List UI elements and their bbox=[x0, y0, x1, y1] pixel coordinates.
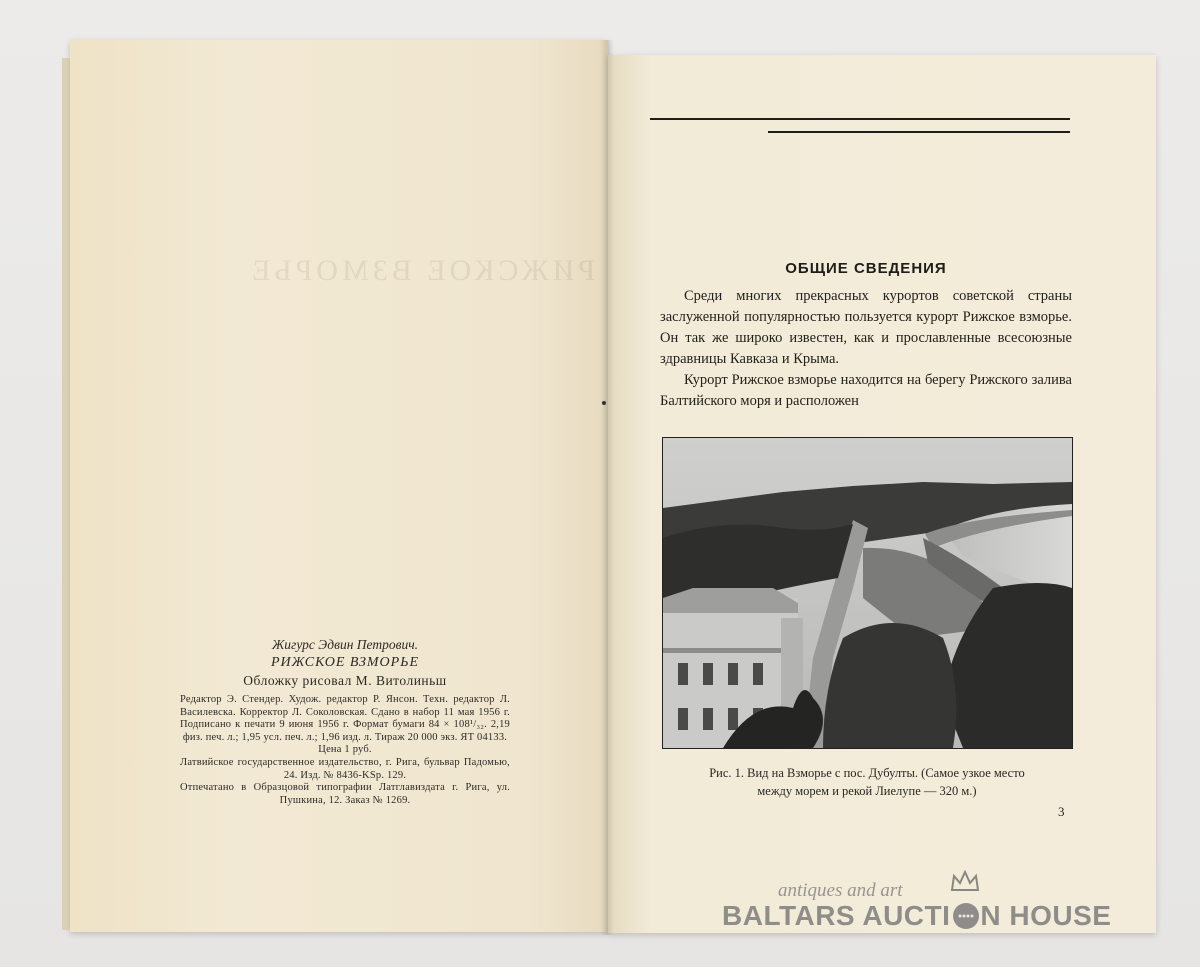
paragraph-1: Среди многих прекрасных курортов советской страны заслуженной популярностью пользуется курорт Рижское взморье. Он так же широко известен, как и прославленные всесоюзные здравницы Кавказа и Крыма. bbox=[660, 288, 1072, 367]
colophon-printer: Отпечатано в Образцовой типографии Латглавиздата г. Рига, ул. Пушкина, 12. Заказ № 1269. bbox=[180, 782, 510, 806]
section-heading: ОБЩИЕ СВЕДЕНИЯ bbox=[785, 260, 947, 277]
book-spine bbox=[600, 40, 614, 935]
colophon-credits: Редактор Э. Стендер. Худож. редактор Р. Янсон. Техн. редактор Л. Василевска. Корректор Л. Соколовская. Сдано в набор 11 мая 1956 г. Подписано к печати 9 июня 1956 г. Формат бумаги 84 × 108¹/₃₂. 2,19 физ. печ. л.; 1,95 усл. печ. л.; 1,96 изд. л. Тираж 20 000 экз. ЯТ 04133. bbox=[180, 694, 510, 743]
body-text bbox=[660, 286, 1072, 412]
colophon-title: РИЖСКОЕ ВЗМОРЬЕ bbox=[270, 655, 420, 670]
auction-watermark bbox=[722, 880, 1122, 940]
watermark-tagline: antiques and art bbox=[778, 880, 903, 901]
header-rule bbox=[650, 118, 1070, 120]
watermark-name-part1: BALTARS AUCTI bbox=[722, 900, 951, 931]
colophon-price: Цена 1 руб. bbox=[318, 744, 372, 756]
page-number: 3 bbox=[1058, 804, 1065, 819]
crown-icon bbox=[950, 870, 980, 892]
header-rule-secondary bbox=[768, 131, 1070, 133]
paragraph-2: Курорт Рижское взморье находится на берегу Рижского залива Балтийского моря и расположен bbox=[660, 372, 1072, 409]
colophon-cover-artist: Обложку рисовал М. Витолиньш bbox=[243, 673, 447, 688]
colophon-publisher: Латвийское государственное издательство, г. Рига, бульвар Падомью, 24. Изд. № 8436-KSp. 129. bbox=[180, 756, 510, 781]
staple-mark bbox=[602, 401, 606, 405]
figure-photo bbox=[662, 437, 1073, 749]
dotted-o-icon bbox=[951, 900, 981, 932]
watermark-name bbox=[722, 900, 1111, 932]
colophon-author: Жигурс Эдвин Петрович. bbox=[271, 637, 419, 652]
watermark-name-part2: N HOUSE bbox=[980, 900, 1112, 931]
show-through-title: РИЖСКОЕ ВЗМОРЬЕ bbox=[248, 254, 595, 287]
colophon bbox=[180, 636, 510, 807]
caption-line-1: Рис. 1. Вид на Взморье с пос. Дубулты. (Самое узкое место bbox=[709, 766, 1025, 780]
caption-line-2: между морем и рекой Лиелупе — 320 м.) bbox=[757, 784, 977, 798]
figure-caption bbox=[662, 764, 1072, 800]
